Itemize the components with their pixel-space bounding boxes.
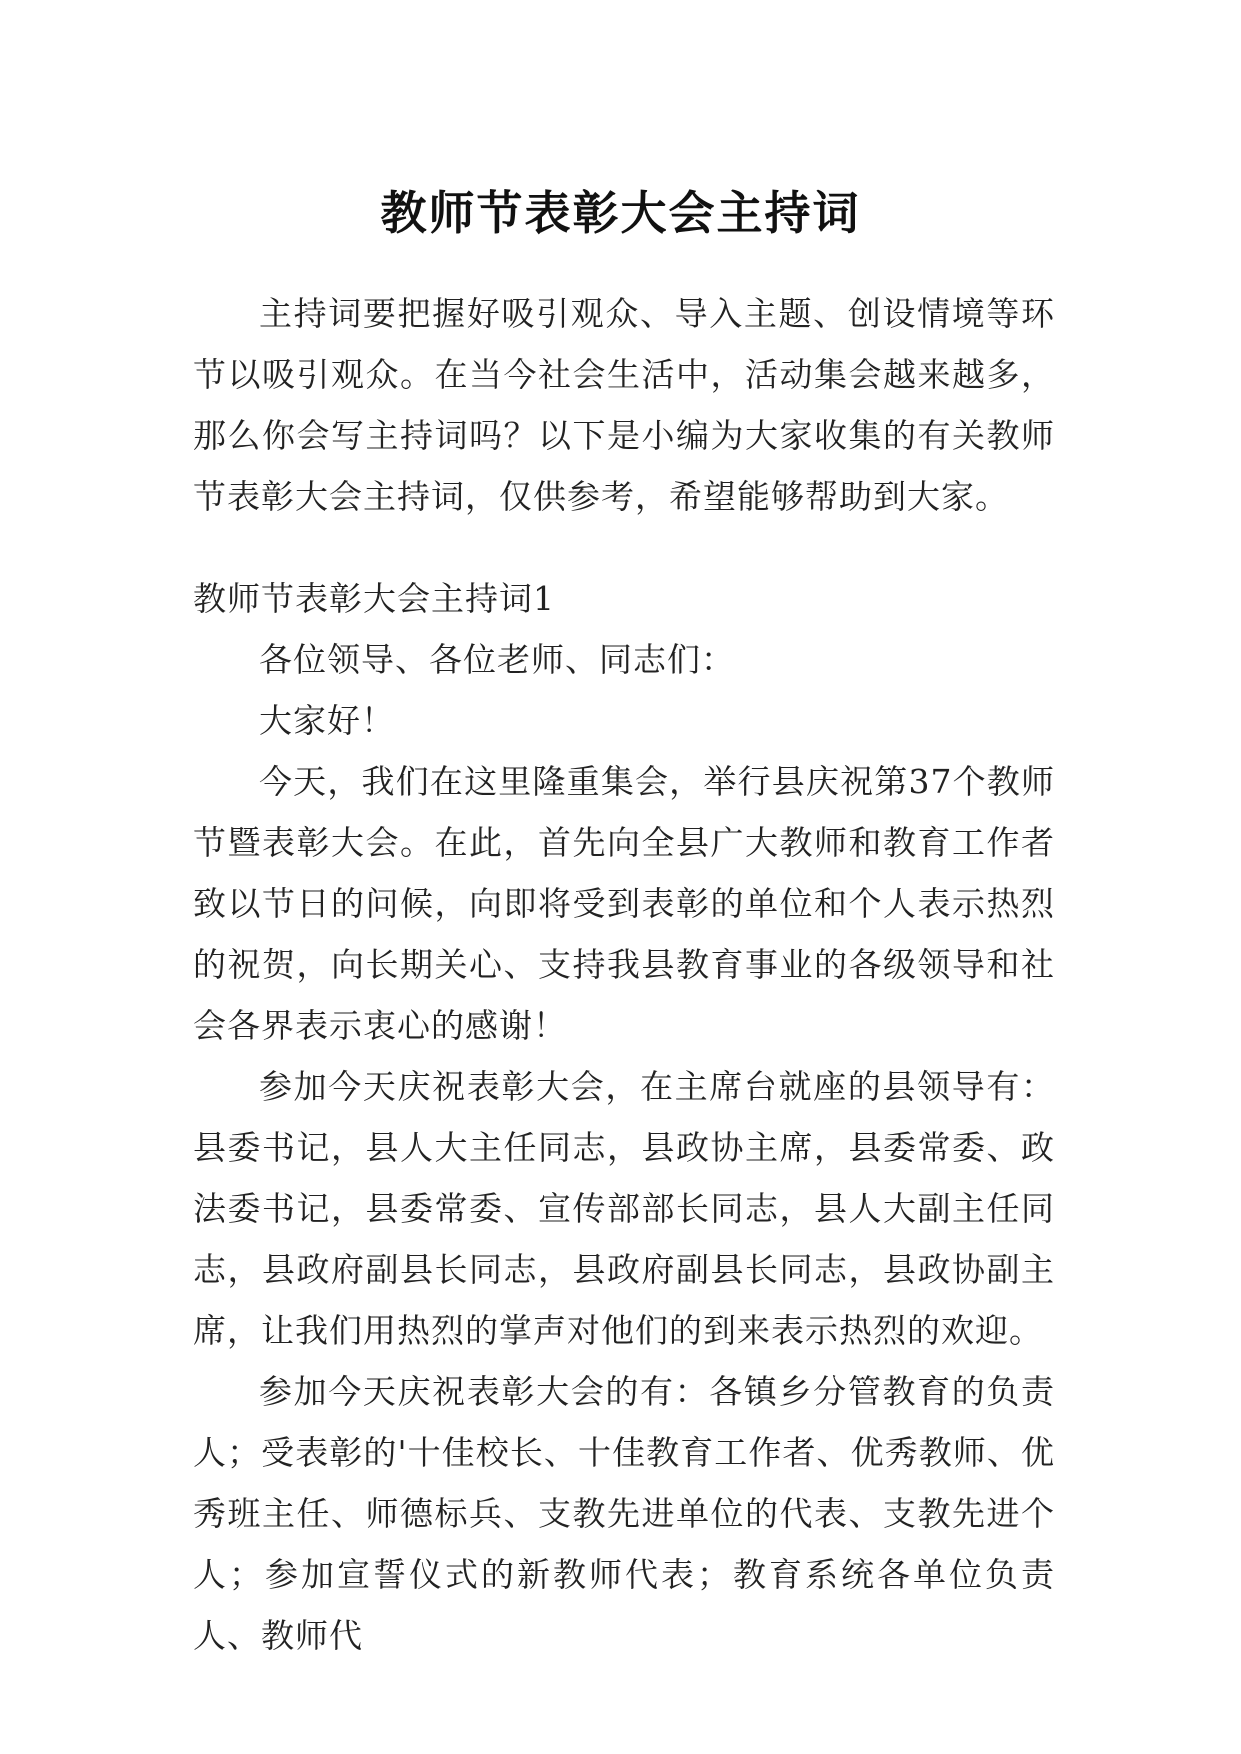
document-title: 教师节表彰大会主持词 [380,185,861,240]
intro-block [193,283,1055,527]
intro-paragraph: 主持词要把握好吸引观众、导入主题、创设情境等环节以吸引观众。在当今社会生活中，活动集会越来越多，那么你会写主持词吗？以下是小编为大家收集的有关教师节表彰大会主持词，仅供参考，希望能够帮助到大家。 [193,294,1055,516]
leaders-paragraph: 参加今天庆祝表彰大会，在主席台就座的县领导有：县委书记，县人大主任同志，县政协主席，县委常委、政法委书记，县委常委、宣传部部长同志，县人大副主任同志，县政府副县长同志，县政府副县长同志，县政协副主席，让我们用热烈的掌声对他们的到来表示热烈的欢迎。 [193,1067,1055,1350]
section-heading: 教师节表彰大会主持词1 [193,579,555,618]
attendees-paragraph: 参加今天庆祝表彰大会的有：各镇乡分管教育的负责人；受表彰的'十佳校长、十佳教育工作者、优秀教师、优秀班主任、师德标兵、支教先进单位的代表、支教先进个人；参加宣誓仪式的新教师代表；教育系统各单位负责人、教师代 [193,1372,1055,1655]
opening-paragraph: 今天，我们在这里隆重集会，举行县庆祝第37个教师节暨表彰大会。在此，首先向全县广大教师和教育工作者致以节日的问候，向即将受到表彰的单位和个人表示热烈的祝贺，向长期关心、支持我县教育事业的各级领导和社会各界表示衷心的感谢！ [193,762,1055,1045]
speech-block [193,568,1055,1666]
hello-paragraph: 大家好！ [259,701,395,740]
greeting-paragraph: 各位领导、各位老师、同志们： [259,640,735,679]
